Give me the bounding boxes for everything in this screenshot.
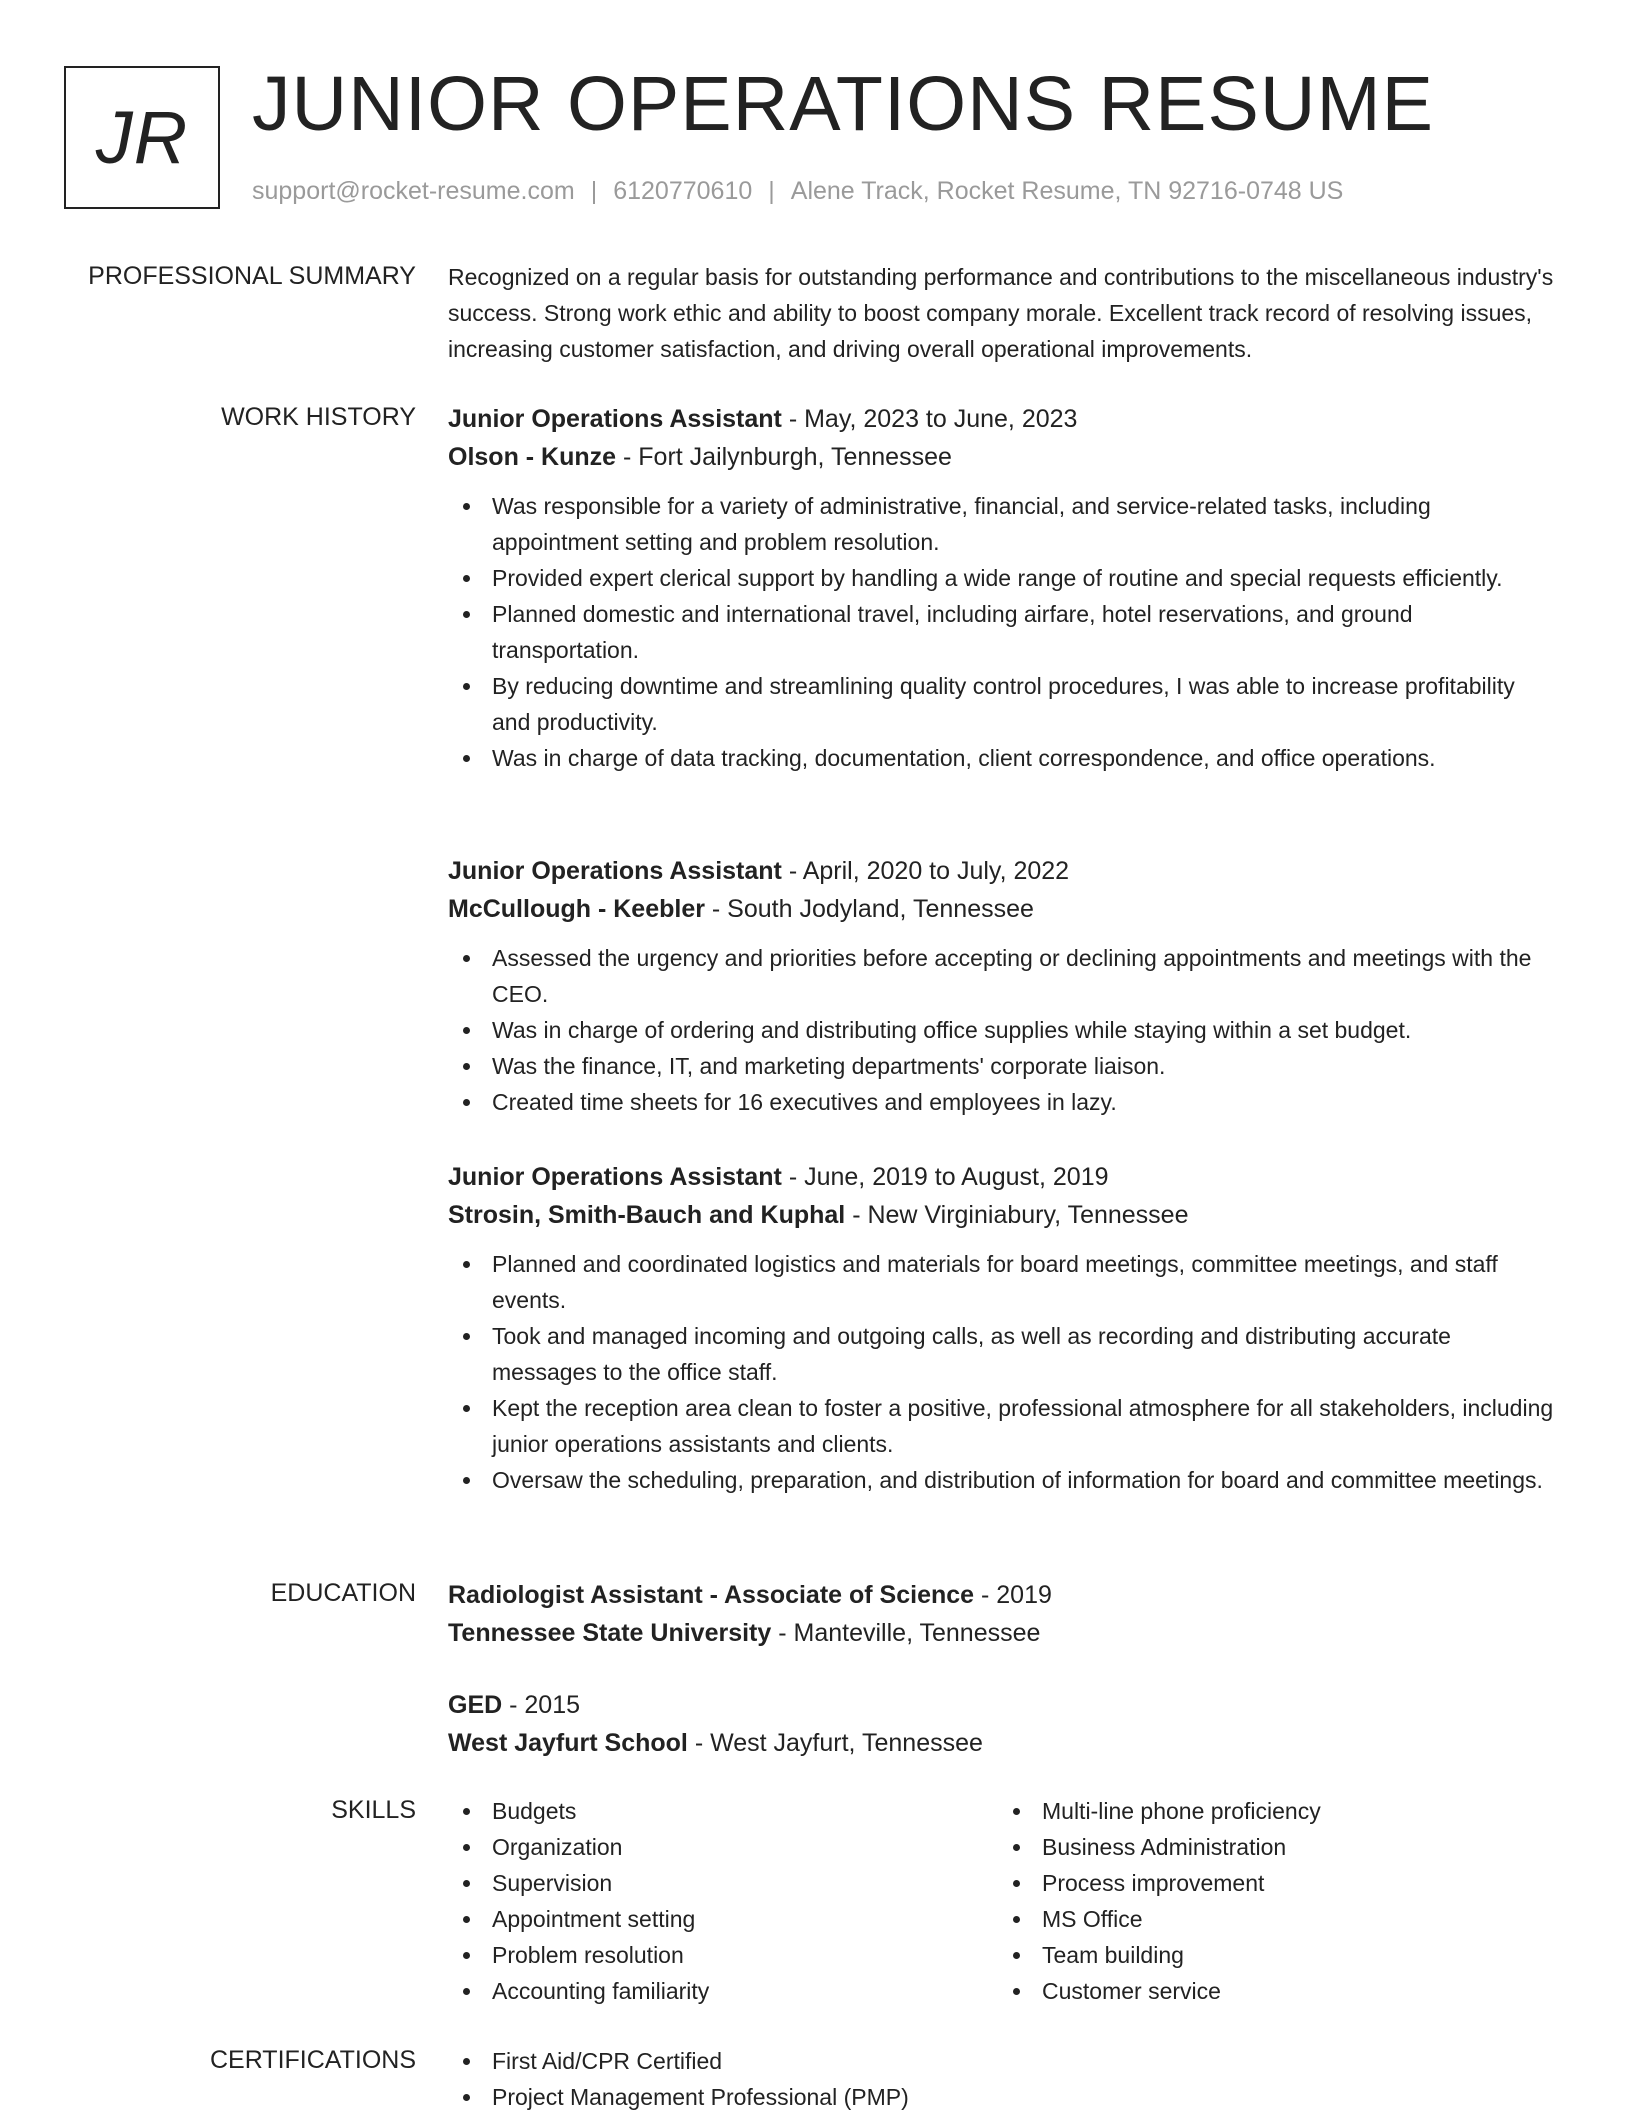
- education-entry: [448, 1576, 1558, 1652]
- job-title: Junior Operations Assistant: [448, 1163, 782, 1191]
- skills-column-right: [998, 1793, 1548, 2009]
- skills-columns: [448, 1793, 1558, 2009]
- job-entry: [448, 400, 1558, 776]
- education-school: Tennessee State University: [448, 1619, 772, 1647]
- job-title-line: [448, 400, 1558, 438]
- education-degree: GED: [448, 1691, 503, 1719]
- section-label-certifications: CERTIFICATIONS: [209, 2046, 416, 2074]
- contact-separator: |: [768, 177, 775, 205]
- monogram-badge: [64, 66, 220, 209]
- job-company: McCullough - Keebler: [448, 895, 705, 923]
- job-duty: Was the finance, IT, and marketing departments' corporate liaison.: [448, 1048, 1558, 1084]
- skill-item: Appointment setting: [448, 1901, 998, 1937]
- education-school-line: [448, 1724, 1558, 1762]
- skills-list: [998, 1793, 1548, 2009]
- job-company-line: [448, 1196, 1558, 1234]
- education-degree: Radiologist Assistant - Associate of Science: [448, 1581, 975, 1609]
- skill-item: Supervision: [448, 1865, 998, 1901]
- education-school: West Jayfurt School: [448, 1729, 688, 1757]
- education-school-line: [448, 1614, 1558, 1652]
- certification-item: Project Management Professional (PMP): [448, 2079, 1558, 2112]
- contact-phone: 6120770610: [613, 177, 753, 205]
- education-year: - 2015: [502, 1691, 581, 1719]
- job-duty: Created time sheets for 16 executives and employees in lazy.: [448, 1084, 1558, 1120]
- resume-title: JUNIOR OPERATIONS RESUME: [252, 61, 1434, 147]
- job-duties-list: [448, 1246, 1558, 1498]
- job-location: - New Virginiabury, Tennessee: [845, 1201, 1189, 1229]
- contact-email: support@rocket-resume.com: [252, 177, 575, 205]
- section-label-education: EDUCATION: [270, 1579, 416, 1607]
- monogram-initials: JR: [95, 96, 189, 179]
- skill-item: Customer service: [998, 1973, 1548, 2009]
- job-dates: - June, 2019 to August, 2019: [781, 1163, 1109, 1191]
- skill-item: Organization: [448, 1829, 998, 1865]
- contact-line: [252, 176, 1343, 206]
- job-duty: Was in charge of data tracking, documentation, client correspondence, and office operations.: [448, 740, 1558, 776]
- contact-address: Alene Track, Rocket Resume, TN 92716-0748 US: [790, 177, 1344, 205]
- skill-item: Accounting familiarity: [448, 1973, 998, 2009]
- education-location: - Manteville, Tennessee: [771, 1619, 1041, 1647]
- job-title-line: [448, 1158, 1558, 1196]
- job-dates: - April, 2020 to July, 2022: [781, 857, 1070, 885]
- job-dates: - May, 2023 to June, 2023: [781, 405, 1078, 433]
- skill-item: Budgets: [448, 1793, 998, 1829]
- job-duty: By reducing downtime and streamlining quality control procedures, I was able to increase profitability and productivity.: [448, 668, 1558, 740]
- education-degree-line: [448, 1576, 1558, 1614]
- skill-item: Team building: [998, 1937, 1548, 1973]
- skill-item: Multi-line phone proficiency: [998, 1793, 1548, 1829]
- job-duty: Planned domestic and international travel, including airfare, hotel reservations, and ground transportation.: [448, 596, 1558, 668]
- certifications-list: [448, 2043, 1558, 2112]
- certification-item: First Aid/CPR Certified: [448, 2043, 1558, 2079]
- job-company-line: [448, 438, 1558, 476]
- job-duty: Kept the reception area clean to foster a positive, professional atmosphere for all stakeholders, including junior operations assistants and clients.: [448, 1390, 1558, 1462]
- job-duty: Oversaw the scheduling, preparation, and distribution of information for board and committee meetings.: [448, 1462, 1558, 1498]
- skills-list: [448, 1793, 998, 2009]
- contact-separator: |: [590, 177, 598, 205]
- job-title-line: [448, 852, 1558, 890]
- section-label-skills: SKILLS: [331, 1796, 416, 1824]
- job-duty: Provided expert clerical support by handling a wide range of routine and special requests efficiently.: [448, 560, 1558, 596]
- job-title: Junior Operations Assistant: [448, 857, 782, 885]
- job-duty: Was in charge of ordering and distributing office supplies while staying within a set budget.: [448, 1012, 1558, 1048]
- job-duties-list: [448, 488, 1558, 776]
- education-degree-line: [448, 1686, 1558, 1724]
- education-entry: [448, 1686, 1558, 1762]
- skill-item: Business Administration: [998, 1829, 1548, 1865]
- job-duty: Was responsible for a variety of administrative, financial, and service-related tasks, including appointment setting and problem resolution.: [448, 488, 1558, 560]
- job-company-line: [448, 890, 1558, 928]
- skill-item: Problem resolution: [448, 1937, 998, 1973]
- job-entry: [448, 852, 1558, 1120]
- job-company: Olson - Kunze: [448, 443, 617, 471]
- job-duty: Took and managed incoming and outgoing calls, as well as recording and distributing accurate messages to the office staff.: [448, 1318, 1558, 1390]
- skills-column-left: [448, 1793, 998, 2009]
- section-label-work-history: WORK HISTORY: [221, 403, 416, 431]
- job-location: - South Jodyland, Tennessee: [704, 895, 1034, 923]
- job-duty: Planned and coordinated logistics and materials for board meetings, committee meetings, and staff events.: [448, 1246, 1558, 1318]
- job-duty: Assessed the urgency and priorities before accepting or declining appointments and meetings with the CEO.: [448, 940, 1558, 1012]
- job-title: Junior Operations Assistant: [448, 405, 782, 433]
- job-location: - Fort Jailynburgh, Tennessee: [616, 443, 952, 471]
- summary-text: Recognized on a regular basis for outstanding performance and contributions to the miscellaneous industry's success. Strong work ethic and ability to boost company morale. Excellent track record of resolving issues, increasing customer satisfaction, and driving overall operational improvements.: [448, 264, 1554, 362]
- section-label-summary: PROFESSIONAL SUMMARY: [88, 262, 416, 290]
- skill-item: Process improvement: [998, 1865, 1548, 1901]
- job-duties-list: [448, 940, 1558, 1120]
- job-entry: [448, 1158, 1558, 1498]
- education-year: - 2019: [974, 1581, 1052, 1609]
- skill-item: MS Office: [998, 1901, 1548, 1937]
- education-location: - West Jayfurt, Tennessee: [687, 1729, 983, 1757]
- job-company: Strosin, Smith-Bauch and Kuphal: [448, 1201, 846, 1229]
